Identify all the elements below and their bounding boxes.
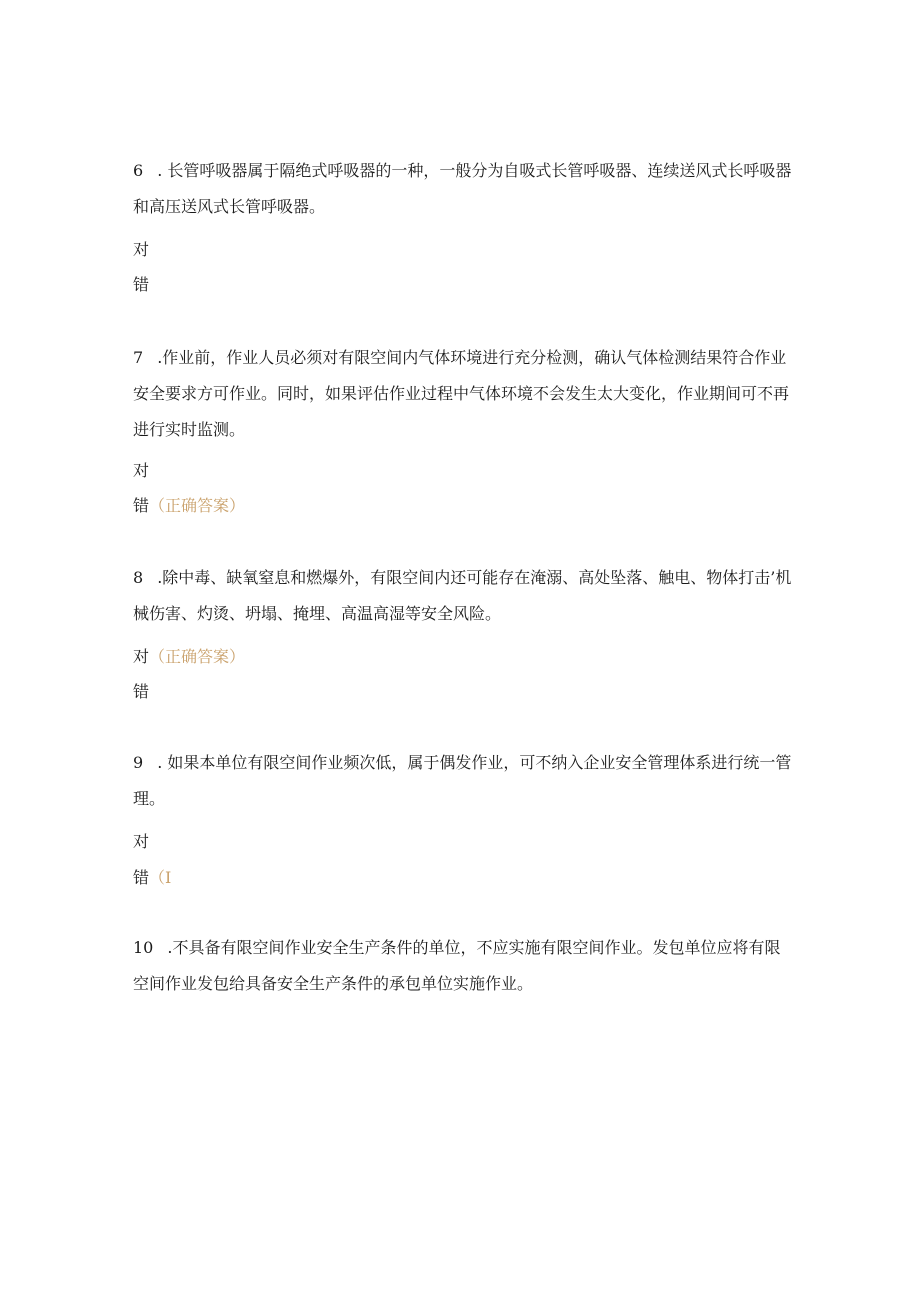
question-8 bbox=[133, 560, 793, 632]
question-number: 9 bbox=[133, 753, 144, 772]
option-false[interactable] bbox=[133, 496, 245, 516]
option-label: 对 bbox=[133, 832, 150, 851]
option-false[interactable] bbox=[133, 868, 171, 888]
question-number: 10 bbox=[133, 938, 154, 957]
option-label: 对 bbox=[133, 647, 150, 666]
question-text: 9 . 如果本单位有限空间作业频次低，属于偶发作业，可不纳入企业安全管理体系进行统一管理。 bbox=[133, 745, 793, 817]
question-text: 6 . 长管呼吸器属于隔绝式呼吸器的一种，一般分为自吸式长管呼吸器、连续送风式长呼吸器和高压送风式长管呼吸器。 bbox=[133, 153, 793, 225]
question-text: 7 .作业前，作业人员必须对有限空间内气体环境进行充分检测，确认气体检测结果符合作业安全要求方可作业。同时，如果评估作业过程中气体环境不会发生太大变化，作业期间可不再进行实时监测。 bbox=[133, 340, 793, 448]
question-text: 10 .不具备有限空间作业安全生产条件的单位，不应实施有限空间作业。发包单位应将有限空间作业发包给具备安全生产条件的承包单位实施作业。 bbox=[133, 930, 793, 1002]
question-number: 8 bbox=[133, 568, 144, 587]
option-true[interactable] bbox=[133, 461, 149, 481]
question-10 bbox=[133, 930, 793, 1002]
option-false[interactable] bbox=[133, 682, 149, 702]
answer-mark: （正确答案） bbox=[149, 496, 246, 515]
question-number: 6 bbox=[133, 161, 144, 180]
question-7 bbox=[133, 340, 793, 448]
option-true[interactable] bbox=[133, 240, 149, 260]
option-label: 错 bbox=[133, 275, 150, 294]
option-label: 错 bbox=[133, 496, 150, 515]
answer-mark: （正确答案） bbox=[149, 647, 246, 666]
option-true[interactable] bbox=[133, 647, 245, 667]
answer-mark: （I bbox=[149, 868, 172, 887]
question-text: 8 .除中毒、缺氧窒息和燃爆外，有限空间内还可能存在淹溺、高处坠落、触电、物体打击’机械伤害、灼烫、坍塌、掩埋、高温高湿等安全风险。 bbox=[133, 560, 793, 632]
option-label: 错 bbox=[133, 682, 150, 701]
option-label: 错 bbox=[133, 868, 150, 887]
question-9 bbox=[133, 745, 793, 817]
option-true[interactable] bbox=[133, 832, 149, 852]
option-label: 对 bbox=[133, 461, 150, 480]
question-number: 7 bbox=[133, 348, 144, 367]
option-label: 对 bbox=[133, 240, 150, 259]
question-6 bbox=[133, 153, 793, 225]
option-false[interactable] bbox=[133, 275, 149, 295]
